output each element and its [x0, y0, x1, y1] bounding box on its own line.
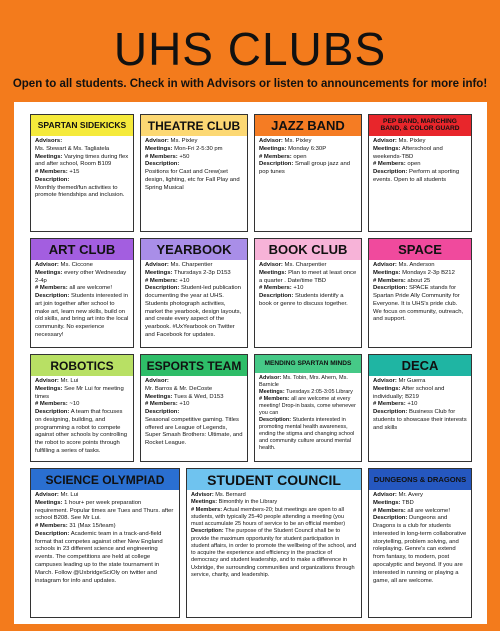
advisor-label: Advisor: — [145, 138, 169, 144]
page-title: UHS CLUBS — [113, 23, 387, 75]
members-label: # Members: — [35, 401, 68, 408]
members-value: +50 — [179, 153, 190, 160]
club-header — [369, 469, 471, 490]
members-label: # Members: — [373, 277, 406, 284]
club-card-yearbook — [140, 238, 248, 348]
meetings-label: Meetings: — [259, 269, 287, 276]
description-label: Description: — [191, 528, 224, 535]
description-label: Description: — [35, 176, 70, 183]
members-value: open — [293, 153, 307, 160]
meetings-value: Afterschool and weekends-TBD — [373, 145, 443, 160]
meetings-label: Meetings: — [35, 269, 63, 276]
advisor-label: Advisor: — [373, 138, 397, 144]
meetings-label: Meetings: — [259, 389, 285, 396]
advisor-value: Ms. Charpentier — [170, 262, 213, 268]
meetings-label: Meetings: — [259, 145, 287, 152]
meetings-value: See Mr Lui for meeting times — [35, 385, 124, 400]
members-value: +15 — [69, 169, 80, 176]
members-value: ~10 — [69, 401, 80, 408]
meetings-label: Meetings: — [145, 145, 173, 152]
description-label: Description: — [35, 409, 70, 416]
club-details — [141, 260, 247, 342]
advisor-value: Ms. Tobin, Mrs. Ahern, Ms. Barnicle — [259, 375, 348, 389]
description-value: A team that focuses on designing, building, and programming a robot to compete against other schools by controlling the robot to score points through fulfilling a series of tasks. — [35, 409, 128, 455]
members-label: # Members: — [373, 507, 406, 514]
advisor-value: Mr. Avery — [398, 492, 423, 498]
club-details — [31, 136, 133, 202]
clubs-board — [14, 102, 487, 624]
club-card-spartan-sidekicks — [30, 114, 134, 232]
description-value: Dungeons and Dragons is a club for students interested in long-term collaborative storytelling, problem solving, and roleplaying. Genre's can extend from fantasy, to modern, post apocalyptic and beyond. If you are interested in running or playing a game, all are welcome. — [373, 515, 467, 584]
club-name: MENDING SPARTAN MINDS — [264, 359, 352, 367]
description-value: Students interested in promoting mental health awareness, ending the stigma and changing school and community culture around mental health. — [259, 417, 355, 452]
meetings-label: Meetings: — [373, 499, 401, 506]
members-value: 31 (Max 15/team) — [69, 523, 116, 530]
club-name: YEARBOOK — [156, 242, 232, 257]
description-label: Description: — [373, 515, 408, 522]
description-value: Perform at sporting events. Open to all students — [373, 169, 460, 183]
meetings-label: Meetings: — [373, 145, 401, 152]
members-value: all are welcome at every meeting! Drop-in basis, come whenever you can — [259, 396, 356, 417]
advisor-value: Ms. Bernard — [215, 492, 246, 498]
description-value: Student-led publication documenting the year at UHS. Students photograph activities, market the yearbook, design layouts, and create every aspect of the yearbook. #UxYearbook on Twitter and Facebook for updates. — [145, 285, 242, 339]
members-value: all are welcome! — [69, 285, 112, 292]
meetings-value: Tues & Wed, D153 — [174, 393, 224, 400]
members-value: open — [407, 161, 421, 168]
description-label: Description: — [259, 161, 294, 168]
advisor-value: Mr Guerra — [398, 378, 426, 384]
club-details — [31, 490, 179, 587]
advisor-label: Advisor: — [35, 378, 59, 384]
club-details — [255, 136, 361, 179]
club-card-science-olympiad — [30, 468, 180, 618]
members-value: about 25 — [407, 277, 431, 284]
meetings-label: Meetings: — [191, 499, 218, 506]
members-value: all are welcome! — [407, 507, 450, 514]
club-details — [187, 490, 361, 581]
advisor-label: Advisor: — [191, 492, 214, 498]
members-label: # Members: — [145, 401, 178, 408]
meetings-value: Varying times during flex and after school, Room B109 — [35, 153, 129, 168]
description-label: Description: — [259, 417, 292, 424]
members-label: # Members: — [35, 169, 68, 176]
description-label: Description: — [145, 161, 180, 168]
club-header — [31, 469, 179, 490]
club-header — [141, 115, 247, 136]
advisor-value: Ms. Anderson — [398, 262, 435, 268]
advisor-label: Advisor: — [145, 378, 169, 384]
advisor-label: Advisor: — [373, 262, 397, 268]
club-details — [369, 376, 471, 434]
club-details — [31, 376, 133, 458]
advisor-label: Advisor: — [373, 378, 397, 384]
club-card-deca — [368, 354, 472, 462]
club-header — [369, 355, 471, 376]
advisor-label: Advisor: — [35, 492, 59, 498]
members-label: # Members: — [259, 396, 290, 403]
members-label: # Members: — [373, 401, 406, 408]
meetings-value: Thursdays 2-3p D153 — [174, 269, 231, 276]
description-label: Description: — [373, 285, 408, 292]
meetings-value: After school and individually; B219 — [373, 385, 445, 400]
members-label: # Members: — [191, 506, 223, 513]
club-details — [141, 376, 247, 450]
description-label: Description: — [145, 409, 180, 416]
members-label: # Members: — [259, 285, 292, 292]
club-card-art — [30, 238, 134, 348]
club-header — [255, 115, 361, 136]
description-value: The purpose of the Student Council shall be to provide the maximum opportunity for student participation in student affairs, in order to promote the wellbeing of the school, and to acquire the experience and efficiency in the practice of democracy and student leadership, and to make a difference in Uxbridge, the surrounding communities and organizations through service, charity, and leadership. — [191, 528, 357, 578]
club-name: JAZZ BAND — [271, 118, 345, 133]
advisor-label: Advisor: — [259, 262, 283, 268]
club-header — [141, 239, 247, 260]
club-details — [369, 260, 471, 326]
members-value: +10 — [179, 401, 190, 408]
description-label: Description: — [259, 293, 294, 300]
club-name: ROBOTICS — [50, 358, 114, 373]
club-details — [255, 260, 361, 311]
meetings-value: 1 hour+ per week preparation requirement. Popular times are Tues and Thurs. after school B208. See Mr Lui. — [35, 499, 174, 522]
advisor-value: Ms. Pixley — [284, 138, 312, 144]
meetings-label: Meetings: — [35, 153, 63, 160]
club-card-mending-minds — [254, 354, 362, 462]
club-card-theatre — [140, 114, 248, 232]
club-header — [31, 239, 133, 260]
club-header — [369, 239, 471, 260]
members-label: # Members: — [145, 153, 178, 160]
club-header — [141, 355, 247, 376]
advisor-value: Mr. Lui — [60, 492, 79, 498]
advisor-label: Advisor: — [373, 492, 397, 498]
advisor-value: Ms. Pixley — [398, 138, 426, 144]
description-label: Description: — [35, 530, 70, 537]
description-label: Description: — [373, 169, 408, 176]
advisor-value: Ms. Stewart & Ms. Tagliatela — [35, 145, 110, 152]
meetings-value: Tuesdays 2:05-3:05 Library — [286, 389, 353, 396]
club-card-student-council — [186, 468, 362, 618]
description-label: Description: — [145, 285, 180, 292]
club-header — [255, 355, 361, 373]
advisor-label: Advisor: — [259, 138, 283, 144]
club-card-book — [254, 238, 362, 348]
club-name: PEP BAND, MARCHING BAND, & COLOR GUARD — [380, 117, 460, 132]
club-card-jazz-band — [254, 114, 362, 232]
club-card-esports — [140, 354, 248, 462]
advisor-label: Advisor: — [145, 262, 169, 268]
description-value: Students interested in art join together after school to make art, learn new skills, build on old skills, and bring art into the local community. No experience necessary! — [35, 293, 129, 339]
meetings-value: every other Wednesday 2-4p — [35, 269, 127, 284]
meetings-value: Mon-Fri 2-5:30 pm — [174, 145, 223, 152]
club-name: SPARTAN SIDEKICKS — [37, 120, 127, 131]
description-value: Business Club for students to showcase their interests and skills — [373, 409, 467, 431]
description-label: Description: — [35, 293, 70, 300]
club-name: SPACE — [398, 242, 442, 257]
club-card-dungeons-dragons — [368, 468, 472, 618]
club-card-space — [368, 238, 472, 348]
meetings-value: Mondays 2-3p B212 — [402, 269, 455, 276]
description-value: Monthly themed/fun activities to promote friendships and inclusion. — [35, 184, 125, 199]
members-value: Actual members-20; but meetings are open to all students, with typically 25-40 people attending a meeting (you must accumulate 25 hours of service to be an official member) — [191, 506, 346, 528]
members-value: +10 — [179, 277, 190, 284]
club-header — [369, 115, 471, 136]
meetings-label: Meetings: — [145, 269, 173, 276]
advisor-label: Advisors: — [35, 138, 63, 144]
club-name: ESPORTS TEAM — [146, 358, 242, 373]
description-value: Small group jazz and pop tunes — [259, 161, 351, 176]
club-header — [31, 355, 133, 376]
members-label: # Members: — [259, 153, 292, 160]
advisor-value: Mr. Barros & Mr. DeCoste — [145, 385, 213, 392]
meetings-label: Meetings: — [35, 499, 63, 506]
club-name: SCIENCE OLYMPIAD — [45, 472, 165, 487]
description-value: Seasonal competitive gaming. Titles offered are League of Legends, Super Smash Brothers: Ultimate, and Rocket League. — [145, 416, 243, 447]
club-details — [255, 373, 361, 454]
advisor-value: Mr. Lui — [60, 378, 79, 384]
club-details — [31, 260, 133, 342]
members-label: # Members: — [35, 523, 68, 530]
members-label: # Members: — [373, 161, 406, 168]
meetings-value: Bimonthly in the Library — [218, 499, 278, 506]
members-label: # Members: — [35, 285, 68, 292]
meetings-label: Meetings: — [373, 269, 401, 276]
club-details — [141, 136, 247, 194]
meetings-label: Meetings: — [373, 385, 401, 392]
club-details — [369, 136, 471, 187]
meetings-value: Monday 6:30P — [288, 145, 327, 152]
club-name: DECA — [401, 358, 439, 373]
club-name: STUDENT COUNCIL — [207, 471, 341, 488]
members-label: # Members: — [145, 277, 178, 284]
club-name: DUNGEONS & DRAGONS — [373, 474, 467, 484]
advisor-label: Advisor: — [259, 375, 282, 381]
club-name: BOOK CLUB — [268, 242, 348, 257]
advisor-value: Ms. Charpentier — [284, 262, 327, 268]
meetings-label: Meetings: — [145, 393, 173, 400]
club-header — [31, 115, 133, 136]
meetings-value: Plan to meet at least once a quarter . Date/time TBD — [259, 269, 357, 284]
description-label: Description: — [373, 409, 408, 416]
description-value: Students identify a book or genre to discuss together. — [259, 293, 348, 307]
members-value: +10 — [293, 285, 304, 292]
description-value: Academic team in a track-and-field format that competes against other New England schools in 23 different science and engineering events. The competitions are held at college campuses leading up to the state tournament in March. Follow @UxbridgeSciOly on twitter and instagram for info and updates. — [35, 530, 163, 584]
advisor-label: Advisor: — [35, 262, 59, 268]
advisor-value: Ms. Ciccone — [60, 262, 93, 268]
club-header — [187, 469, 361, 490]
advisor-value: Ms. Pixley — [170, 138, 198, 144]
club-card-robotics — [30, 354, 134, 462]
club-name: ART CLUB — [48, 242, 116, 257]
club-name: THEATRE CLUB — [147, 118, 241, 133]
club-card-pep-band — [368, 114, 472, 232]
meetings-label: Meetings: — [35, 385, 63, 392]
description-value: Positions for Cast and Crew(set design, lighting, etc for Fall Play and Spring Musical — [145, 169, 240, 191]
members-value: +10 — [407, 401, 418, 408]
page-subtitle: Open to all students. Check in with Advisors or listen to announcements for more info! — [12, 78, 488, 90]
meetings-value: TBD — [402, 499, 414, 506]
description-value: SPACE stands for Spartan Pride Ally Community for Everyone. It is UHS's pride club. We focus on community, outreach, and support. — [373, 285, 464, 323]
club-details — [369, 490, 471, 587]
club-header — [255, 239, 361, 260]
